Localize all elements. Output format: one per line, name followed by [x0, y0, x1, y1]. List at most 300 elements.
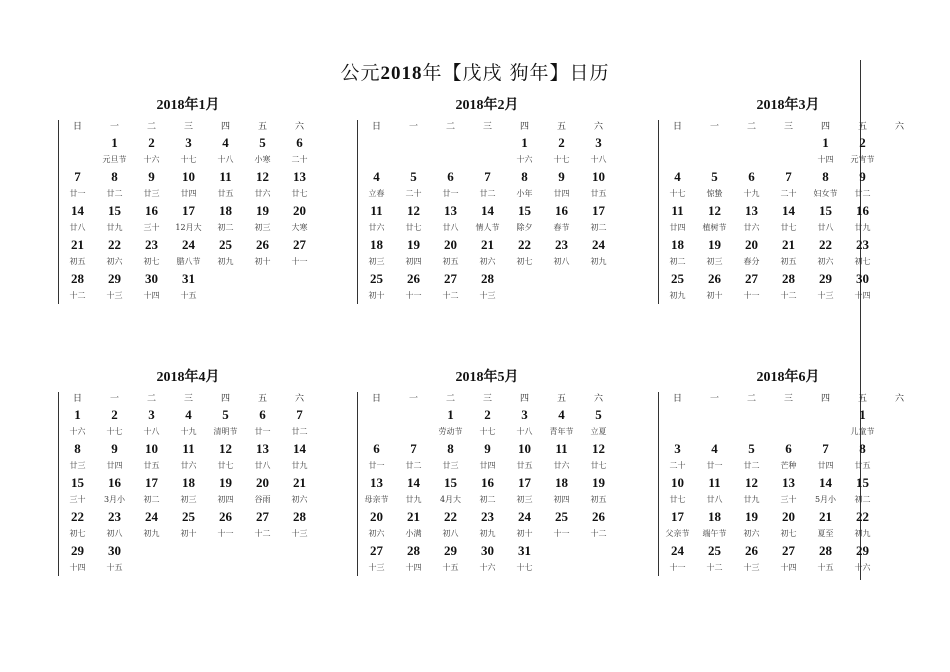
- weekday-label: 六: [294, 394, 304, 404]
- lunar-date: 廿七: [590, 461, 607, 470]
- lunar-row: [659, 152, 918, 168]
- date-row: [59, 236, 318, 254]
- date-number: 23: [481, 509, 494, 524]
- lunar-row: [358, 424, 617, 440]
- lunar-date: 廿一: [442, 189, 459, 198]
- lunar-row: [659, 526, 918, 542]
- lunar-date: 初八: [442, 529, 459, 538]
- date-number: 31: [518, 543, 531, 558]
- weekday-label: 一: [109, 122, 119, 132]
- lunar-date: 5月小: [814, 495, 837, 504]
- weekday-label: 五: [257, 122, 267, 132]
- date-number: [244, 270, 281, 288]
- date-number: 14: [819, 475, 832, 490]
- date-number: 8: [822, 169, 829, 184]
- lunar-row: [659, 492, 918, 508]
- lunar-date: 青年节: [549, 427, 574, 436]
- lunar-date: 初五: [69, 257, 86, 266]
- lunar-date: 廿七: [217, 461, 234, 470]
- date-number: 1: [447, 407, 454, 422]
- lunar-date: 二十: [780, 189, 797, 198]
- lunar-date: [543, 288, 580, 304]
- date-number: 27: [370, 543, 383, 558]
- lunar-date: 十六: [516, 155, 533, 164]
- date-number: 11: [708, 475, 721, 490]
- month-grid: [658, 120, 918, 304]
- lunar-row: [659, 424, 918, 440]
- date-number: 14: [71, 203, 84, 218]
- date-number: 28: [407, 543, 420, 558]
- weekday-label: 二: [146, 394, 156, 404]
- lunar-date: 初七: [143, 257, 160, 266]
- date-number: [733, 134, 770, 152]
- lunar-date: 廿七: [780, 223, 797, 232]
- date-number: 27: [256, 509, 269, 524]
- date-row: [59, 542, 318, 560]
- date-number: 28: [819, 543, 832, 558]
- date-number: [543, 542, 580, 560]
- date-number: 25: [370, 271, 383, 286]
- weekday-label: 二: [445, 122, 455, 132]
- lunar-date: [580, 288, 617, 304]
- lunar-date: [207, 288, 244, 304]
- lunar-date: 小寒: [254, 155, 271, 164]
- lunar-date: [881, 288, 918, 304]
- date-row: [358, 134, 617, 152]
- lunar-row: [59, 492, 318, 508]
- month-grid: [658, 392, 918, 576]
- date-number: 20: [256, 475, 269, 490]
- lunar-date: 初十: [706, 291, 723, 300]
- lunar-date: 初七: [69, 529, 86, 538]
- lunar-row: [659, 288, 918, 304]
- lunar-date: 初九: [669, 291, 686, 300]
- weekday-label: 六: [894, 394, 904, 404]
- date-number: 11: [370, 203, 383, 218]
- date-number: [133, 542, 170, 560]
- lunar-date: 初四: [405, 257, 422, 266]
- date-number: 24: [592, 237, 605, 252]
- date-number: 8: [111, 169, 118, 184]
- date-number: 11: [219, 169, 232, 184]
- lunar-date: 十四: [817, 155, 834, 164]
- lunar-date: 母亲节: [364, 495, 389, 504]
- lunar-row: [59, 288, 318, 304]
- month-apr: [58, 366, 318, 576]
- date-number: [770, 134, 807, 152]
- date-number: 9: [148, 169, 155, 184]
- lunar-row: [358, 458, 617, 474]
- lunar-date: 初二: [854, 495, 871, 504]
- lunar-date: 廿四: [669, 223, 686, 232]
- date-number: 3: [148, 407, 155, 422]
- date-number: 6: [296, 135, 303, 150]
- date-number: [770, 406, 807, 424]
- date-number: 28: [481, 271, 494, 286]
- lunar-date: 十五: [106, 563, 123, 572]
- lunar-date: 十四: [780, 563, 797, 572]
- month-title: 2018年5月: [455, 370, 519, 385]
- lunar-date: 廿四: [180, 189, 197, 198]
- lunar-date: 廿二: [854, 189, 871, 198]
- weekday-row: [358, 120, 617, 134]
- lunar-date: 初三: [706, 257, 723, 266]
- date-row: [659, 440, 918, 458]
- date-number: 30: [145, 271, 158, 286]
- lunar-date: 十八: [217, 155, 234, 164]
- lunar-date: [881, 492, 918, 508]
- lunar-date: 初九: [143, 529, 160, 538]
- date-number: [281, 270, 318, 288]
- date-number: 29: [444, 543, 457, 558]
- lunar-row: [659, 458, 918, 474]
- date-number: [170, 542, 207, 560]
- month-jun: [658, 366, 918, 576]
- lunar-date: 小年: [516, 189, 533, 198]
- lunar-date: [733, 424, 770, 440]
- date-row: [358, 168, 617, 186]
- date-number: 1: [521, 135, 528, 150]
- date-number: 12: [592, 441, 605, 456]
- date-number: [580, 270, 617, 288]
- date-number: [506, 270, 543, 288]
- date-number: 26: [219, 509, 232, 524]
- date-number: 12: [708, 203, 721, 218]
- date-row: [358, 542, 617, 560]
- date-row: [59, 168, 318, 186]
- date-number: 16: [481, 475, 494, 490]
- lunar-date: [770, 152, 807, 168]
- date-number: 2: [484, 407, 491, 422]
- lunar-date: [244, 288, 281, 304]
- lunar-date: 初二: [217, 223, 234, 232]
- lunar-date: 廿六: [254, 189, 271, 198]
- date-number: 2: [558, 135, 565, 150]
- date-number: 13: [782, 475, 795, 490]
- date-row: [358, 236, 617, 254]
- weekday-label: 六: [593, 122, 603, 132]
- date-number: 13: [293, 169, 306, 184]
- lunar-date: 除夕: [516, 223, 533, 232]
- date-number: 18: [555, 475, 568, 490]
- date-number: 15: [108, 203, 121, 218]
- lunar-date: 廿七: [405, 223, 422, 232]
- lunar-date: 春节: [553, 223, 570, 232]
- lunar-row: [358, 220, 617, 236]
- date-number: 6: [447, 169, 454, 184]
- date-number: 4: [711, 441, 718, 456]
- lunar-date: 廿九: [291, 461, 308, 470]
- lunar-row: [358, 186, 617, 202]
- weekday-label: 五: [257, 394, 267, 404]
- lunar-date: 十一: [217, 529, 234, 538]
- month-may: [357, 366, 617, 576]
- date-number: [207, 542, 244, 560]
- lunar-date: 植树节: [702, 223, 727, 232]
- lunar-date: [881, 458, 918, 474]
- date-number: 5: [711, 169, 718, 184]
- date-number: 6: [748, 169, 755, 184]
- date-number: 25: [708, 543, 721, 558]
- lunar-date: 初五: [442, 257, 459, 266]
- lunar-row: [59, 254, 318, 270]
- weekday-label: 五: [857, 122, 867, 132]
- date-number: 11: [182, 441, 195, 456]
- date-number: 1: [74, 407, 81, 422]
- lunar-date: [281, 560, 318, 576]
- lunar-date: 十六: [143, 155, 160, 164]
- month-title: 2018年1月: [156, 98, 220, 113]
- date-number: 30: [856, 271, 869, 286]
- lunar-date: 初九: [590, 257, 607, 266]
- lunar-date: [770, 424, 807, 440]
- lunar-date: 十七: [479, 427, 496, 436]
- lunar-date: 廿四: [817, 461, 834, 470]
- date-number: 22: [108, 237, 121, 252]
- date-number: 3: [521, 407, 528, 422]
- month-grid: [58, 392, 318, 576]
- date-number: 31: [182, 271, 195, 286]
- date-number: 15: [444, 475, 457, 490]
- date-number: 10: [145, 441, 158, 456]
- lunar-date: 十二: [442, 291, 459, 300]
- lunar-date: 初二: [479, 495, 496, 504]
- date-number: 14: [782, 203, 795, 218]
- date-number: 8: [859, 441, 866, 456]
- weekday-label: 三: [783, 394, 793, 404]
- date-number: 4: [222, 135, 229, 150]
- lunar-date: [432, 152, 469, 168]
- lunar-row: [59, 526, 318, 542]
- date-number: 14: [293, 441, 306, 456]
- date-row: [659, 270, 918, 288]
- date-number: 12: [219, 441, 232, 456]
- date-number: 3: [674, 441, 681, 456]
- date-number: 23: [856, 237, 869, 252]
- date-number: [207, 270, 244, 288]
- lunar-date: 初七: [854, 257, 871, 266]
- date-number: 19: [708, 237, 721, 252]
- weekday-label: 三: [183, 394, 193, 404]
- date-number: 24: [182, 237, 195, 252]
- lunar-date: [659, 424, 696, 440]
- weekday-label: 四: [220, 122, 230, 132]
- lunar-date: [207, 560, 244, 576]
- month-mar: [658, 94, 918, 304]
- month-grid: [357, 392, 617, 576]
- lunar-date: 初九: [217, 257, 234, 266]
- lunar-date: 十二: [254, 529, 271, 538]
- date-number: 18: [671, 237, 684, 252]
- date-number: [733, 406, 770, 424]
- lunar-date: 初二: [669, 257, 686, 266]
- lunar-date: 廿四: [106, 461, 123, 470]
- month-title: 2018年2月: [455, 98, 519, 113]
- weekday-label: 三: [783, 122, 793, 132]
- lunar-date: 十七: [180, 155, 197, 164]
- weekday-label: 五: [556, 122, 566, 132]
- date-number: 5: [595, 407, 602, 422]
- date-number: [881, 270, 918, 288]
- lunar-date: 初六: [743, 529, 760, 538]
- date-number: 15: [819, 203, 832, 218]
- lunar-date: 廿八: [442, 223, 459, 232]
- date-number: 27: [444, 271, 457, 286]
- lunar-date: 三十: [69, 495, 86, 504]
- lunar-date: 初四: [553, 495, 570, 504]
- date-number: 22: [856, 509, 869, 524]
- date-number: 18: [708, 509, 721, 524]
- lunar-date: 廿一: [368, 461, 385, 470]
- date-number: 19: [745, 509, 758, 524]
- date-number: 28: [293, 509, 306, 524]
- lunar-date: 劳动节: [438, 427, 463, 436]
- month-grid: [58, 120, 318, 304]
- lunar-date: 廿七: [291, 189, 308, 198]
- date-number: [881, 134, 918, 152]
- lunar-date: 廿四: [479, 461, 496, 470]
- date-row: [59, 202, 318, 220]
- date-row: [358, 270, 617, 288]
- lunar-date: 初十: [368, 291, 385, 300]
- lunar-date: [881, 560, 918, 576]
- date-number: 22: [819, 237, 832, 252]
- date-number: [696, 134, 733, 152]
- weekday-label: 二: [746, 122, 756, 132]
- date-row: [59, 406, 318, 424]
- weekday-label: 日: [672, 122, 682, 132]
- date-number: 20: [444, 237, 457, 252]
- lunar-date: 十一: [553, 529, 570, 538]
- date-number: 14: [407, 475, 420, 490]
- weekday-row: [59, 120, 318, 134]
- lunar-date: 十六: [854, 563, 871, 572]
- weekday-label: 二: [146, 122, 156, 132]
- lunar-date: [170, 560, 207, 576]
- weekday-label: 四: [519, 122, 529, 132]
- page-title: 公元2018年【戊戌 狗年】日历: [340, 62, 610, 84]
- date-number: 20: [745, 237, 758, 252]
- lunar-date: 十七: [106, 427, 123, 436]
- date-row: [659, 508, 918, 526]
- date-number: 17: [671, 509, 684, 524]
- lunar-date: [659, 152, 696, 168]
- lunar-date: 初二: [590, 223, 607, 232]
- date-number: 19: [256, 203, 269, 218]
- lunar-date: 十五: [442, 563, 459, 572]
- date-number: [543, 270, 580, 288]
- date-number: [881, 202, 918, 220]
- date-number: 8: [521, 169, 528, 184]
- lunar-date: 十四: [854, 291, 871, 300]
- date-number: 2: [148, 135, 155, 150]
- lunar-date: 十一: [743, 291, 760, 300]
- weekday-label: 三: [482, 394, 492, 404]
- date-number: 2: [111, 407, 118, 422]
- date-number: 23: [555, 237, 568, 252]
- date-number: 22: [518, 237, 531, 252]
- date-number: 10: [671, 475, 684, 490]
- date-number: 19: [407, 237, 420, 252]
- lunar-date: 廿六: [743, 223, 760, 232]
- date-number: 23: [145, 237, 158, 252]
- date-row: [59, 270, 318, 288]
- date-number: 13: [745, 203, 758, 218]
- month-feb: [357, 94, 617, 304]
- lunar-date: 十七: [669, 189, 686, 198]
- date-number: 7: [822, 441, 829, 456]
- month-jan: [58, 94, 318, 304]
- date-number: 12: [407, 203, 420, 218]
- weekday-label: 五: [857, 394, 867, 404]
- date-row: [659, 474, 918, 492]
- date-number: [881, 474, 918, 492]
- lunar-row: [358, 288, 617, 304]
- date-row: [659, 406, 918, 424]
- lunar-row: [59, 220, 318, 236]
- date-number: 13: [256, 441, 269, 456]
- lunar-date: 十四: [143, 291, 160, 300]
- lunar-date: [881, 152, 918, 168]
- weekday-label: 日: [72, 394, 82, 404]
- lunar-date: 十四: [405, 563, 422, 572]
- date-row: [59, 474, 318, 492]
- date-number: 15: [856, 475, 869, 490]
- lunar-date: 十一: [669, 563, 686, 572]
- lunar-date: 廿九: [106, 223, 123, 232]
- date-number: 20: [293, 203, 306, 218]
- date-number: 29: [856, 543, 869, 558]
- lunar-date: [59, 152, 96, 168]
- lunar-row: [59, 186, 318, 202]
- date-number: 1: [822, 135, 829, 150]
- date-number: 17: [182, 203, 195, 218]
- lunar-date: 十六: [479, 563, 496, 572]
- date-row: [358, 406, 617, 424]
- lunar-date: [469, 152, 506, 168]
- lunar-date: 初六: [817, 257, 834, 266]
- lunar-date: 廿九: [405, 495, 422, 504]
- lunar-date: 初九: [479, 529, 496, 538]
- date-number: 17: [592, 203, 605, 218]
- date-number: 7: [410, 441, 417, 456]
- lunar-date: 清明节: [213, 427, 238, 436]
- lunar-date: 4月大: [439, 495, 462, 504]
- month-title: 2018年3月: [756, 98, 820, 113]
- lunar-row: [659, 220, 918, 236]
- weekday-row: [659, 120, 918, 134]
- date-number: 20: [782, 509, 795, 524]
- date-number: [358, 406, 395, 424]
- date-number: [696, 406, 733, 424]
- lunar-date: 廿五: [854, 461, 871, 470]
- lunar-date: 廿五: [590, 189, 607, 198]
- date-number: [395, 406, 432, 424]
- lunar-date: 廿一: [706, 461, 723, 470]
- lunar-date: 12月大: [175, 223, 202, 232]
- lunar-date: 十二: [706, 563, 723, 572]
- lunar-date: 谷雨: [254, 495, 271, 504]
- date-number: 24: [145, 509, 158, 524]
- date-number: 7: [296, 407, 303, 422]
- lunar-date: 廿八: [817, 223, 834, 232]
- lunar-date: 初五: [590, 495, 607, 504]
- weekday-label: 一: [709, 122, 719, 132]
- lunar-row: [659, 186, 918, 202]
- date-number: 21: [293, 475, 306, 490]
- lunar-date: 妇女节: [813, 189, 838, 198]
- date-number: 8: [74, 441, 81, 456]
